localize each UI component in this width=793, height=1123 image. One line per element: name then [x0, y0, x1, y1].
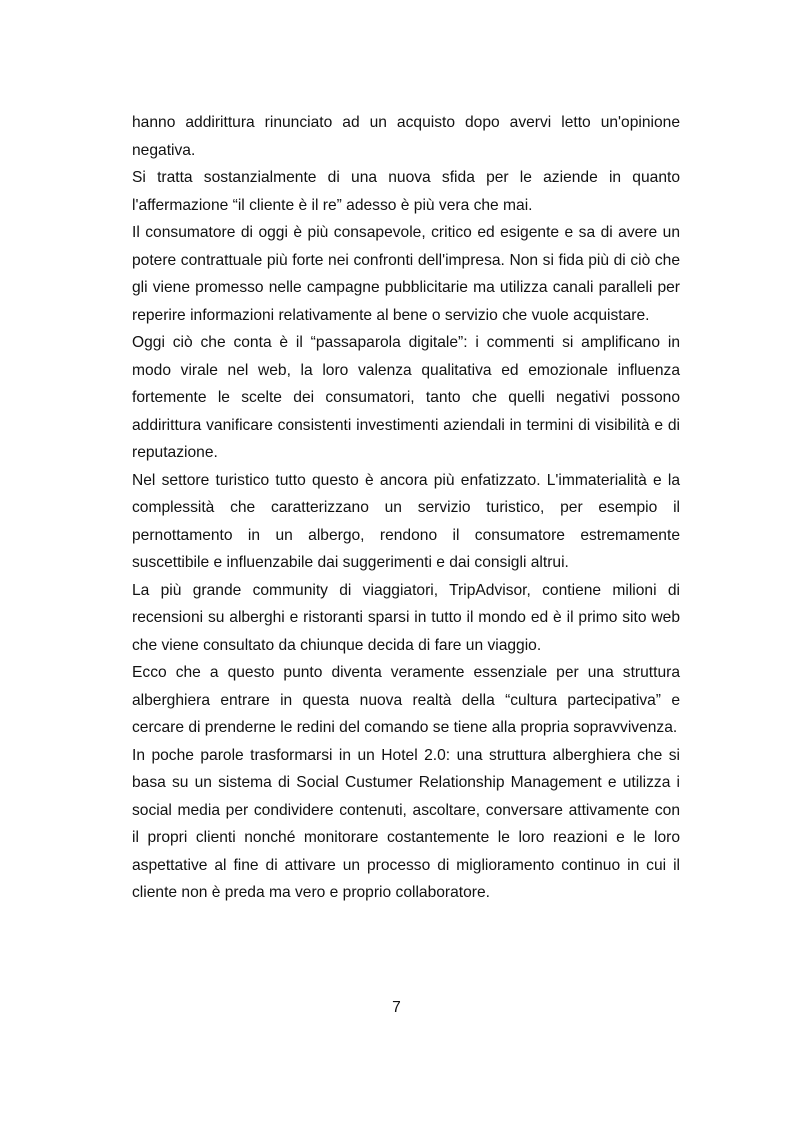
paragraph: Nel settore turistico tutto questo è ancora più enfatizzato. L'immaterialità e la complessità che caratterizzano un servizio turistico, per esempio il pernottamento in un albergo, rendono il consumatore estremamente suscettibile e influenzabile dai suggerimenti e dai consigli altrui. [132, 471, 680, 571]
paragraph: Si tratta sostanzialmente di una nuova sfida per le aziende in quanto l'affermazione “il cliente è il re” adesso è più vera che mai. [132, 169, 680, 214]
paragraph: hanno addirittura rinunciato ad un acquisto dopo avervi letto un'opinione negativa. [132, 114, 680, 159]
paragraph: In poche parole trasformarsi in un Hotel 2.0: una struttura alberghiera che si basa su un sistema di Social Custumer Relationship Management e utilizza i social media per condividere contenuti, ascoltare, conversare attivamente con il propri clienti nonché monitorare costantemente le loro reazioni e le loro aspettative al fine di attivare un processo di miglioramento continuo in cui il cliente non è preda ma vero e proprio collaboratore. [132, 746, 680, 901]
page-number: 7 [392, 999, 401, 1016]
paragraph: Oggi ciò che conta è il “passaparola digitale”: i commenti si amplificano in modo virale nel web, la loro valenza qualitativa ed emozionale influenza fortemente le scelte dei consumatori, tanto che quelli negativi possono addirittura vanificare consistenti investimenti aziendali in termini di visibilità e di reputazione. [132, 334, 680, 461]
body-text [132, 109, 680, 907]
paragraph: La più grande community di viaggiatori, TripAdvisor, contiene milioni di recensioni su alberghi e ristoranti sparsi in tutto il mondo ed è il primo sito web che viene consultato da chiunque decida di fare un viaggio. [132, 581, 680, 654]
paragraph: Ecco che a questo punto diventa veramente essenziale per una struttura alberghiera entrare in questa nuova realtà della “cultura partecipativa” e cercare di prenderne le redini del comando se tiene alla propria sopravvivenza. [132, 664, 680, 736]
paragraph: Il consumatore di oggi è più consapevole, critico ed esigente e sa di avere un potere contrattuale più forte nei confronti dell'impresa. Non si fida più di ciò che gli viene promesso nelle campagne pubblicitarie ma utilizza canali paralleli per reperire informazioni relativamente al bene o servizio che vuole acquistare. [132, 224, 680, 324]
